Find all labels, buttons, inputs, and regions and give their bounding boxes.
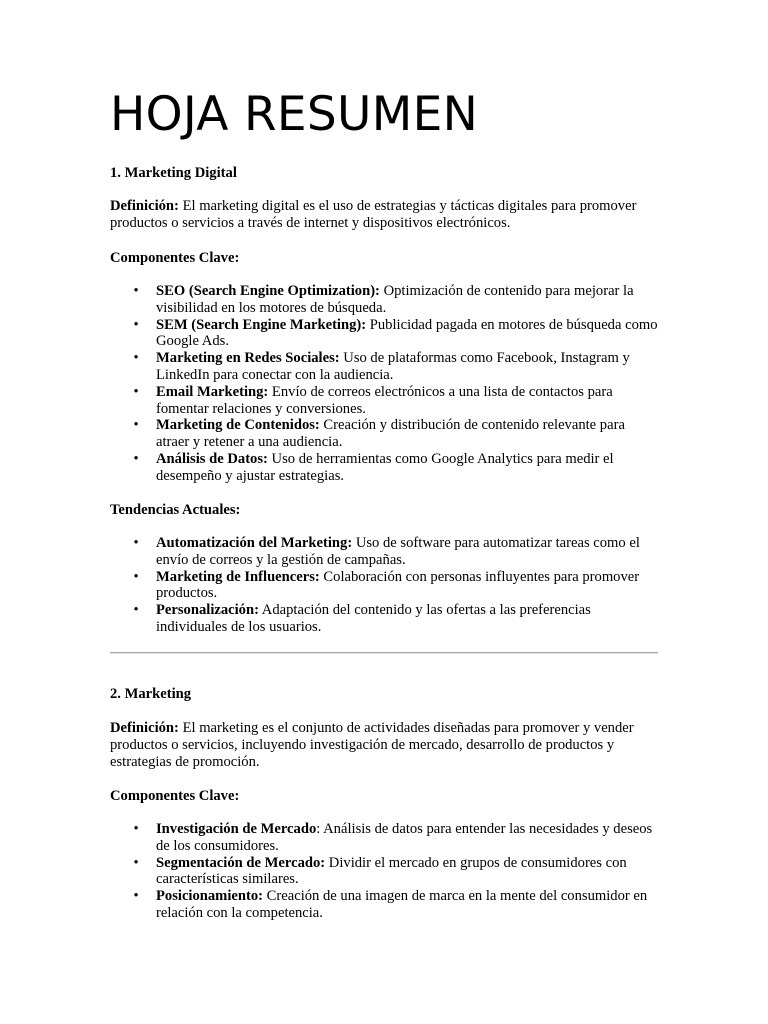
bullet-icon: • bbox=[133, 888, 139, 905]
section-heading: 2. Marketing bbox=[110, 686, 192, 702]
list-item bbox=[110, 283, 658, 317]
bullet-icon: • bbox=[133, 602, 139, 619]
definition-label: Definición: bbox=[110, 720, 179, 736]
definition-paragraph bbox=[110, 198, 658, 232]
section-heading: 1. Marketing Digital bbox=[110, 165, 237, 181]
trends-list bbox=[110, 535, 658, 636]
section-1-trends-heading-block bbox=[110, 502, 658, 519]
item-text: : Análisis de datos para entender las necesidades y deseos de los consumidores. bbox=[156, 821, 653, 854]
horizontal-rule bbox=[110, 652, 658, 654]
bullet-icon: • bbox=[133, 417, 139, 434]
item-label: Investigación de Mercado bbox=[156, 821, 317, 837]
list-item bbox=[110, 602, 658, 636]
components-list bbox=[110, 821, 658, 922]
item-label: Posicionamiento: bbox=[156, 888, 264, 905]
item-label: Personalización: bbox=[156, 602, 259, 619]
list-item bbox=[110, 855, 658, 889]
item-text: Creación y distribución de contenido relevante para atraer y retener a una audiencia. bbox=[156, 417, 625, 451]
section-2-heading-block bbox=[110, 686, 658, 703]
item-label: Análisis de Datos: bbox=[156, 450, 268, 467]
item-label: Marketing en Redes Sociales: bbox=[156, 350, 340, 367]
item-label: SEO (Search Engine Optimization): bbox=[156, 283, 380, 299]
list-item bbox=[110, 451, 658, 485]
item-text: Uso de software para automatizar tareas como el envío de correos y la gestión de campañas. bbox=[156, 535, 640, 568]
bullet-icon: • bbox=[133, 568, 139, 585]
list-item bbox=[110, 888, 658, 922]
section-1-components bbox=[110, 283, 658, 485]
bullet-icon: • bbox=[133, 535, 139, 551]
list-item bbox=[110, 535, 658, 569]
list-item bbox=[110, 569, 658, 603]
item-text: Envío de correos electrónicos a una lista de contactos para fomentar relaciones y conversiones. bbox=[156, 383, 613, 417]
list-item bbox=[110, 821, 658, 855]
document-title: HOJA RESUMEN bbox=[110, 87, 479, 142]
section-1-trends bbox=[110, 535, 658, 636]
item-text: Optimización de contenido para mejorar la visibilidad en los motores de búsqueda. bbox=[156, 283, 634, 316]
item-label: Segmentación de Mercado: bbox=[156, 854, 326, 871]
definition-text: El marketing digital es el uso de estrategias y tácticas digitales para promover productos o servicios a través de internet y dispositivos electrónicos. bbox=[110, 198, 637, 231]
bullet-icon: • bbox=[133, 821, 139, 837]
section-1-components-heading-block bbox=[110, 250, 658, 267]
components-heading: Componentes Clave: bbox=[110, 788, 240, 804]
bullet-icon: • bbox=[133, 283, 139, 299]
trends-heading: Tendencias Actuales: bbox=[110, 502, 241, 518]
item-text: Uso de herramientas como Google Analytics para medir el desempeño y ajustar estrategias. bbox=[156, 450, 614, 484]
item-text: Publicidad pagada en motores de búsqueda como Google Ads. bbox=[156, 316, 658, 350]
list-item bbox=[110, 317, 658, 351]
item-text: Uso de plataformas como Facebook, Instagram y LinkedIn para conectar con la audiencia. bbox=[156, 350, 630, 383]
section-1-definition bbox=[110, 198, 658, 232]
definition-paragraph bbox=[110, 720, 658, 770]
bullet-icon: • bbox=[133, 316, 139, 333]
item-text: Dividir el mercado en grupos de consumidores con características similares. bbox=[156, 854, 627, 888]
components-heading: Componentes Clave: bbox=[110, 250, 240, 266]
section-2-components-heading-block bbox=[110, 788, 658, 805]
item-text: Adaptación del contenido y las ofertas a las preferencias individuales de los usuarios. bbox=[156, 602, 591, 635]
item-text: Colaboración con personas influyentes para promover productos. bbox=[156, 568, 640, 602]
item-label: Marketing de Influencers: bbox=[156, 568, 320, 585]
list-item bbox=[110, 350, 658, 384]
list-item bbox=[110, 417, 658, 451]
definition-label: Definición: bbox=[110, 198, 179, 214]
item-label: Automatización del Marketing: bbox=[156, 535, 353, 551]
section-1-heading-block bbox=[110, 165, 658, 182]
definition-text: El marketing es el conjunto de actividades diseñadas para promover y vender productos o servicios, incluyendo investigación de mercado, desarrollo de productos y estrategias de promoción. bbox=[110, 720, 634, 770]
item-label: SEM (Search Engine Marketing): bbox=[156, 316, 367, 333]
item-label: Email Marketing: bbox=[156, 383, 269, 400]
bullet-icon: • bbox=[133, 350, 139, 367]
item-text: Creación de una imagen de marca en la mente del consumidor en relación con la competencia. bbox=[156, 888, 648, 921]
section-2-definition bbox=[110, 720, 658, 770]
bullet-icon: • bbox=[133, 383, 139, 400]
bullet-icon: • bbox=[133, 854, 139, 871]
section-2-components bbox=[110, 821, 658, 922]
components-list bbox=[110, 283, 658, 485]
list-item bbox=[110, 384, 658, 418]
bullet-icon: • bbox=[133, 450, 139, 467]
item-label: Marketing de Contenidos: bbox=[156, 417, 320, 434]
